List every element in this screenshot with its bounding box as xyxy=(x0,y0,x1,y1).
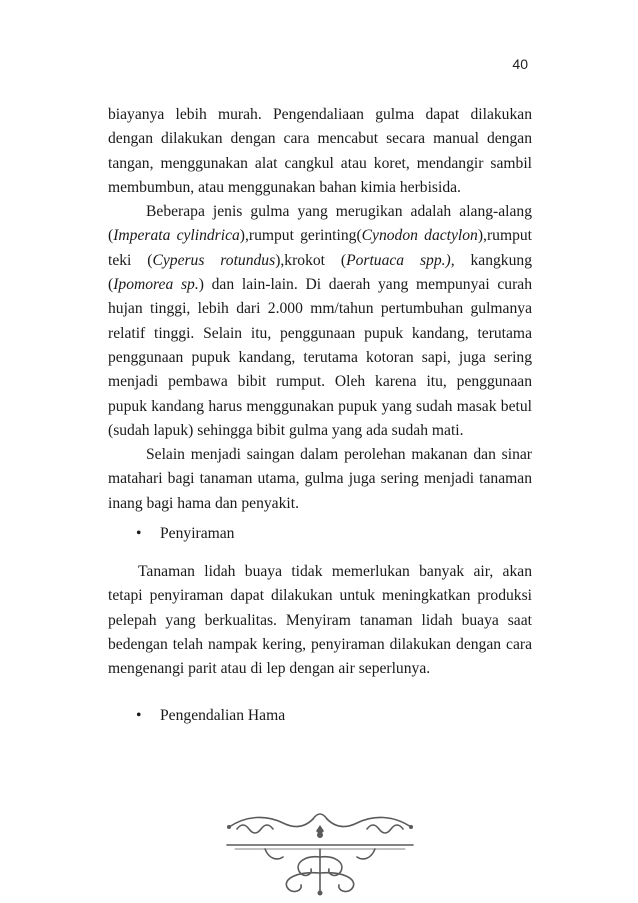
heading-pengendalian-hama-label: Pengendalian Hama xyxy=(160,706,286,724)
paragraph-weed-control-method: biayanya lebih murah. Pengendaliaan gulma dapat dilakukan dengan dilakukan dengan cara mencabut secara manual dengan tangan, menggunakan alat cangkul atau koret, mendangir sambil membumbun, atau menggunakan bahan kimia herbisida. xyxy=(108,106,532,196)
species-name: Imperata cylindrica xyxy=(113,227,240,245)
heading-penyiraman xyxy=(108,520,532,548)
paragraph-watering: Tanaman lidah buaya tidak memerlukan banyak air, akan tetapi penyiraman dapat dilakukan untuk meningkatkan produksi pelepah yang berkualitas. Menyiram tanaman lidah buaya saat bedengan telah nampak kering, penyiraman dilakukan dengan cara mengenangi parit atau di lep dengan air seperlunya. xyxy=(108,563,532,678)
bullet-icon: • xyxy=(136,525,142,543)
heading-penyiraman-label: Penyiraman xyxy=(160,525,235,543)
text-span: kangkung ( xyxy=(108,251,532,294)
species-name: Cynodon dactylon xyxy=(361,227,478,245)
species-name: Ipomorea sp. xyxy=(113,276,199,294)
species-name: Cyperus rotundus xyxy=(152,251,276,269)
paragraph-weed-types xyxy=(108,200,532,443)
decorative-flourish-ornament-icon xyxy=(225,805,415,897)
text-span: ),krokot ( xyxy=(275,251,347,269)
text-span: Beberapa jenis gulma yang merugikan adalah alang-alang ( xyxy=(108,203,532,245)
heading-pengendalian-hama xyxy=(108,702,532,730)
paragraph-weed-host: Selain menjadi saingan dalam perolehan makanan dan sinar matahari bagi tanaman utama, gulma juga sering menjadi tanaman inang bagi hama dan penyakit. xyxy=(108,446,532,512)
page-number: 40 xyxy=(512,56,528,72)
text-span: ) dan lain-lain. Di daerah yang mempunyai curah hujan tinggi, lebih dari 2.000 mm/tahun pertumbuhan gulmanya relatif tinggi. Selain itu, penggunaan pupuk kandang, terutama penggunaan pupuk kandang, terutama kotoran sapi, juga sering menjadi pembawa bibit rumput. Oleh karena itu, penggunaan pupuk kandang harus menggunakan pupuk yang sudah masak betul (sudah lapuk) sehingga bibit gulma yang ada sudah mati. xyxy=(108,276,532,439)
body-text xyxy=(108,103,532,742)
species-name: Portuaca spp.), xyxy=(346,251,455,269)
bullet-icon: • xyxy=(136,706,142,724)
text-span: ),rumput teki ( xyxy=(108,227,532,269)
text-span: ),rumput gerinting( xyxy=(239,227,362,245)
